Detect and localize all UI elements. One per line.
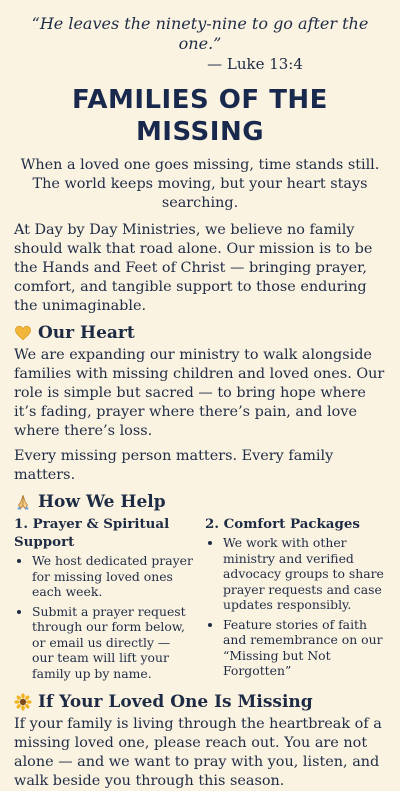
our-heart-heading-label: Our Heart [38, 323, 135, 343]
quote-citation: — Luke 13:4 [207, 55, 303, 73]
our-heart-heading [14, 322, 386, 344]
how-we-help-heading [14, 491, 386, 513]
how-we-help-heading-label: How We Help [38, 492, 166, 512]
list-item: • We work with other ministry and verified advocacy groups to share prayer requests and case updates responsibly. [223, 535, 386, 613]
if-missing-paragraph: If your family is living through the heartbreak of a missing loved one, please reach out. You are not alone — and we want to pray with you, listen, and walk beside you through this season. [14, 716, 382, 789]
how-we-help-columns [14, 515, 386, 685]
if-missing-heading [14, 691, 386, 713]
heart-icon [14, 324, 32, 342]
sunflower-icon [14, 693, 32, 711]
scripture-quote [14, 0, 386, 74]
help-column-title: 2. Comfort Packages [205, 516, 360, 532]
praying-hands-icon [14, 493, 32, 511]
quote-text: “He leaves the ninety-nine to go after the one.” [31, 14, 369, 53]
intro-paragraph: When a loved one goes missing, time stands still. The world keeps moving, but your heart stays searching. [20, 157, 380, 211]
our-heart-paragraph: We are expanding our ministry to walk alongside families with missing children and loved ones. Our role is simple but sacred — to bring hope where it’s fading, prayer where there’s pain, and love where there’s loss. [14, 347, 385, 439]
page-title: FAMILIES OF THE MISSING [72, 85, 328, 147]
list-item: • Submit a prayer request through our form below, or email us directly — our team will lift your family up by name. [32, 604, 195, 682]
every-person-matters: Every missing person matters. Every family matters. [14, 448, 334, 483]
if-missing-heading-label: If Your Loved One Is Missing [38, 692, 313, 712]
help-list [205, 535, 386, 679]
mission-paragraph: At Day by Day Ministries, we believe no family should walk that road alone. Our mission is to be the Hands and Feet of Christ — bringing prayer, comfort, and tangible support to those enduring the unimaginable. [14, 222, 373, 314]
help-column-title: 1. Prayer & Spiritual Support [14, 516, 170, 550]
help-column-comfort [205, 515, 386, 685]
help-list [14, 553, 195, 681]
list-item: • We host dedicated prayer for missing loved ones each week. [32, 553, 195, 600]
help-column-prayer [14, 515, 195, 685]
list-item: • Feature stories of faith and remembrance on our “Missing but Not Forgotten” [223, 617, 386, 679]
